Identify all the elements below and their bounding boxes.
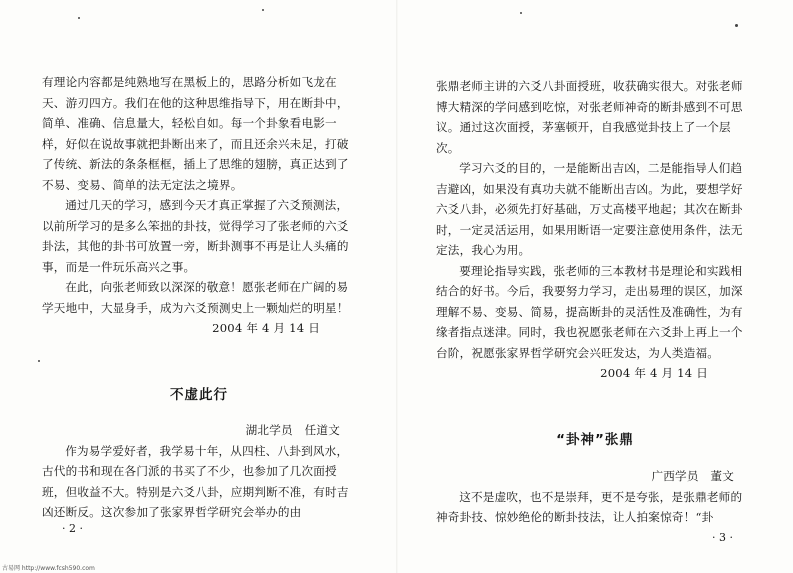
watermark: 古易网 http://www.fcsh590.com [2,565,95,572]
page-gutter [396,0,398,573]
left-author: 湖北学员 任道文 [245,423,340,437]
left-page-number: · 2 · [62,522,83,535]
left-article-title: 不虚此行 [170,387,228,403]
left-page-lower-text [42,420,356,523]
right-paragraph: 要理论指导实践，张老师的三本教材书是理论和实践相结合的好书。今后，我要努力学习，走出易理的误区，加深理解不易、变易、简易，提高断卦的灵活性及准确性，为有缘者指点迷津。同时，我也祝愿张老师在六爻卦上再上一个台阶，祝愿张家界哲学研究会兴旺发达，为人类造福。 [436,263,743,360]
scan-speck [520,12,522,14]
left-article-paragraph: 作为易学爱好者，我学易十年，从四柱、八卦到风水，古代的书和现在各门派的书买了不少，也参加了几次面授班，但收益不大。特别是六爻八卦，应期判断不准，有时吉凶还断反。这次参加了张家界哲学研究会举办的由 [42,443,349,519]
left-paragraph: 在此，向张老师致以深深的敬意！愿张老师在广阔的易学天地中，大显身手，成为六爻预测史上一颗灿烂的明星！ [42,280,349,315]
right-page-number: · 3 · [712,531,733,544]
right-article-paragraph: 这不是虚吹，也不是崇拜，更不是夸张，是张鼎老师的神奇卦技、惊妙绝伦的断卦技法，让人拍案惊奇！“卦 [436,489,743,524]
left-paragraph: 通过几天的学习，感到今天才真正掌握了六爻预测法，以前所学习的是多么笨拙的卦技，觉得学习了张老师的六爻卦法，其他的卦书可放置一旁，断卦测事不再是让人头痛的事，而是一件玩乐高兴之事。 [42,198,349,274]
left-paragraph: 有理论内容都是纯熟地写在黑板上的，思路分析如飞龙在天、游刃四方。我们在他的这种思维指导下，用在断卦中，简单、准确、信息量大，轻松自如。每一个卦象看电影一样，好似在说故事就把卦断出来了，而且还余兴未足，打破了传统、新法的条条框框，插上了思维的翅膀，真正达到了不易、变易、简单的法无定法之境界。 [42,75,349,192]
scan-speck [78,17,80,19]
scan-speck [262,9,264,11]
scan-speck [735,24,738,27]
left-date: 2004 年 4 月 14 日 [212,321,320,335]
right-article-title: “卦神”张鼎 [556,432,634,448]
left-page-upper-text [42,72,356,339]
right-page-upper-text [436,76,754,384]
scan-speck [38,360,40,362]
right-author: 广西学员 董文 [651,469,734,483]
right-page-lower-text [436,466,754,528]
right-paragraph: 张鼎老师主讲的六爻八卦面授班，收获确实很大。对张老师博大精深的学问感到吃惊，对张老师神奇的断卦感到不可思议。通过这次面授，茅塞顿开，自我感觉卦技上了一个层次。 [436,79,743,155]
right-date: 2004 年 4 月 14 日 [600,366,708,380]
right-paragraph: 学习六爻的目的，一是能断出吉凶，二是能指导人们趋吉避凶，如果没有真功夫就不能断出吉凶。为此，要想学好六爻八卦，必须先打好基础，万丈高楼平地起；其次在断卦时，一定灵活运用，如果用断语一定要注意使用条件，法无定法，我心为用。 [436,161,743,257]
